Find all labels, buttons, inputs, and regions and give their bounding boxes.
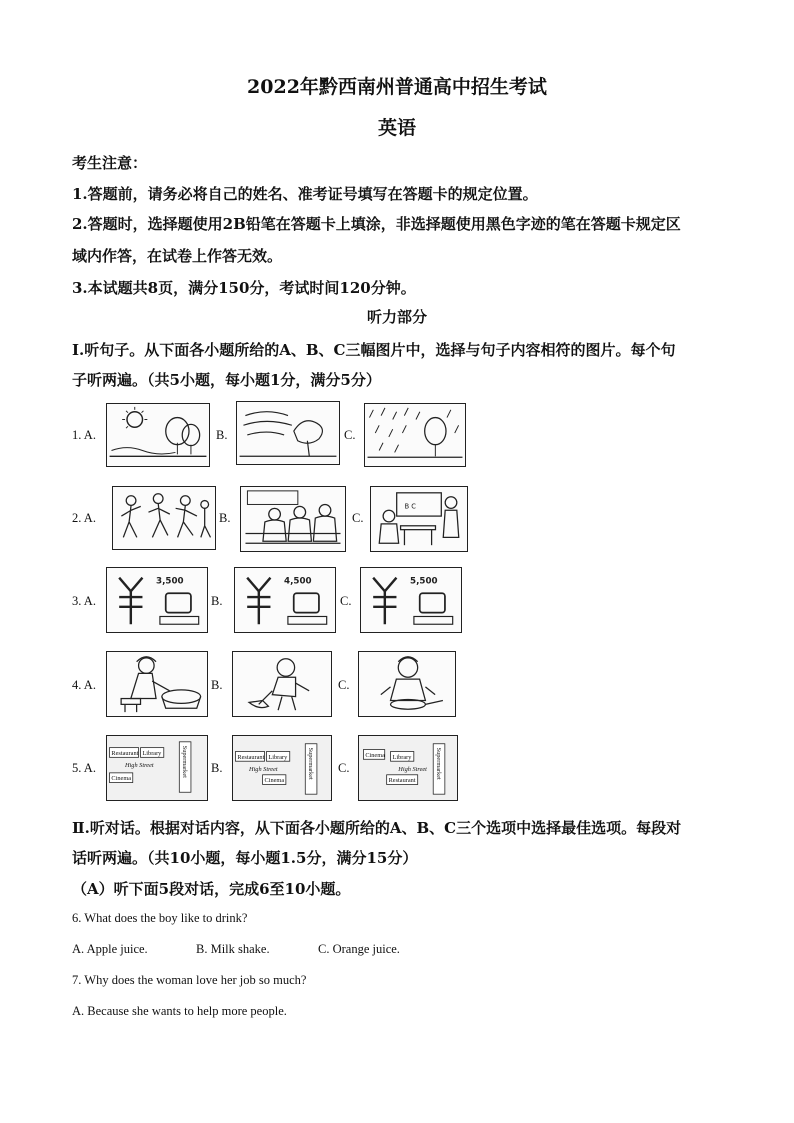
map-b-side: Supermarket	[307, 747, 315, 780]
street-map-c-picture[interactable]	[358, 735, 458, 801]
map-c-street: High Street	[398, 765, 427, 773]
map-b-top-left: Restaurant	[237, 753, 265, 761]
q6-option-c[interactable]: C. Orange juice.	[318, 942, 400, 956]
map-a-street: High Street	[125, 762, 154, 770]
note-item-3: 3.本试题共8页，满分150分，考试时间120分钟。	[72, 279, 416, 297]
q3-b-label: B.	[211, 594, 223, 608]
listening-heading: 听力部分	[366, 308, 427, 326]
part2-instruction-cont: 话听两遍。（共10小题，每小题1.5分，满分15分）	[72, 849, 418, 867]
price-3500-picture[interactable]	[106, 567, 208, 633]
q4-c-label: C.	[338, 678, 350, 692]
cinema-picture[interactable]	[240, 486, 346, 552]
q7-stem: 7. Why does the woman love her job so much?	[72, 973, 307, 987]
q1-b-label: B.	[216, 428, 228, 442]
q6-options	[72, 942, 400, 957]
q7-option-a[interactable]: A. Because she wants to help more people.	[72, 1004, 287, 1018]
section-a-heading: （A）听下面5段对话，完成6至10小题。	[72, 880, 351, 898]
q4-label: 4. A.	[72, 678, 96, 692]
exam-subject: 英语	[377, 117, 416, 139]
q2-c-label: C.	[352, 511, 364, 525]
windy-scene-picture[interactable]	[236, 401, 340, 465]
part1-instruction: Ⅰ.听句子。从下面各小题所给的A、B、C三幅图片中，选择与句子内容相符的图片。每个句	[72, 341, 676, 359]
map-c-side: Supermarket	[435, 747, 443, 780]
price-label-a: 3,500	[156, 576, 184, 587]
map-c-top-right: Library	[392, 753, 412, 761]
exam-title: 2022年黔西南州普通高中招生考试	[247, 76, 547, 98]
q1-c-label: C.	[344, 428, 356, 442]
note-item-2-cont: 域内作答，在试卷上作答无效。	[72, 247, 283, 265]
cooking-picture[interactable]	[358, 651, 456, 717]
price-5500-picture[interactable]	[360, 567, 462, 633]
map-c-bottom-left: Restaurant	[388, 777, 416, 785]
sweeping-floor-picture[interactable]	[232, 651, 332, 717]
dancing-picture[interactable]	[112, 486, 216, 550]
svg-text:B C: B C	[404, 502, 416, 511]
q3-label: 3. A.	[72, 594, 96, 608]
classroom-picture[interactable]	[370, 486, 468, 552]
q5-label: 5. A.	[72, 761, 96, 775]
part2-instruction: Ⅱ.听对话。根据对话内容，从下面各小题所给的A、B、C三个选项中选择最佳选项。每段对	[72, 819, 682, 837]
part1-instruction-cont: 子听两遍。（共5小题，每小题1分，满分5分）	[72, 371, 381, 389]
price-label-c: 5,500	[410, 576, 438, 587]
q1-label: 1. A.	[72, 428, 96, 442]
map-a-side: Supermarket	[181, 745, 189, 778]
q3-c-label: C.	[340, 594, 352, 608]
q6-stem: 6. What does the boy like to drink?	[72, 911, 248, 925]
q6-option-b[interactable]: B. Milk shake.	[196, 942, 270, 956]
map-b-top-right: Library	[268, 753, 288, 761]
sunny-scene-picture[interactable]	[106, 403, 210, 467]
q6-option-a[interactable]: A. Apple juice.	[72, 942, 148, 956]
rainy-scene-picture[interactable]	[364, 403, 466, 467]
price-4500-picture[interactable]	[234, 567, 336, 633]
street-map-a-picture[interactable]	[106, 735, 208, 801]
map-c-top-left: Cinema	[365, 751, 385, 759]
map-b-bottom-left: Cinema	[264, 777, 285, 785]
q2-label: 2. A.	[72, 511, 96, 525]
notes-heading: 考生注意：	[72, 154, 148, 172]
washing-clothes-picture[interactable]	[106, 651, 208, 717]
map-a-top-left: Restaurant	[111, 749, 139, 757]
price-label-b: 4,500	[284, 576, 312, 587]
map-b-street: High Street	[249, 765, 278, 773]
map-a-top-right: Library	[142, 749, 162, 757]
q5-c-label: C.	[338, 761, 350, 775]
q4-b-label: B.	[211, 678, 223, 692]
q2-b-label: B.	[219, 511, 231, 525]
street-map-b-picture[interactable]	[232, 735, 332, 801]
map-a-bottom-left: Cinema	[111, 775, 132, 783]
note-item-2: 2.答题时，选择题使用2B铅笔在答题卡上填涂，非选择题使用黑色字迹的笔在答题卡规定区	[72, 215, 681, 233]
q5-b-label: B.	[211, 761, 223, 775]
note-item-1: 1.答题前，请务必将自己的姓名、准考证号填写在答题卡的规定位置。	[72, 185, 538, 203]
